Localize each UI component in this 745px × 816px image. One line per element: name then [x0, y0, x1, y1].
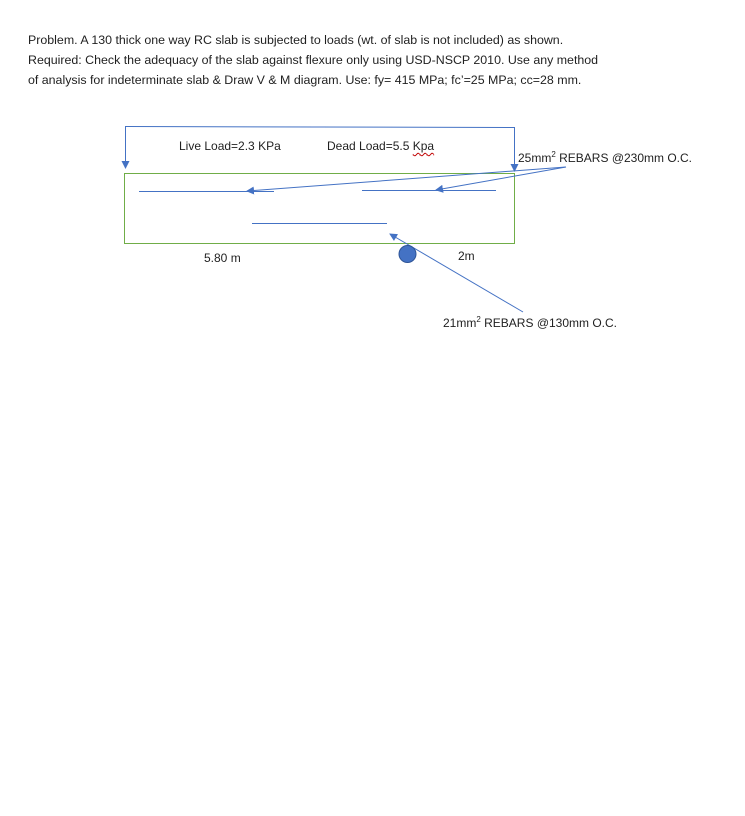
- top-rebar-leader-left: [247, 167, 566, 191]
- top-rebar-spacing: REBARS @230mm O.C.: [555, 151, 693, 165]
- slab-outline: [125, 174, 515, 244]
- problem-line-3: of analysis for indeterminate slab & Draw V & M diagram. Use: fy= 415 MPa; fc’=25 MPa; cc=28 mm.: [28, 73, 582, 87]
- top-rebar-superscript: 2: [551, 150, 556, 159]
- problem-line-2: Required: Check the adequacy of the slab against flexure only using USD-NSCP 2010. Use any method: [28, 53, 599, 67]
- bottom-rebar-superscript: 2: [476, 315, 481, 324]
- span-left-label: 5.80 m: [204, 251, 241, 265]
- dead-load-text: Dead Load=5.5: [327, 139, 413, 153]
- roller-support: [399, 246, 416, 263]
- top-rebar-leader-right: [436, 167, 566, 190]
- dead-load-label: [327, 139, 434, 153]
- load-top-line: [126, 127, 515, 128]
- live-load-label: Live Load=2.3 KPa: [179, 139, 281, 153]
- top-rebar-size: 25mm: [518, 151, 552, 165]
- bottom-rebar-size: 21mm: [443, 316, 477, 330]
- span-right-label: 2m: [458, 249, 475, 263]
- problem-line-1: Problem. A 130 thick one way RC slab is subjected to loads (wt. of slab is not included) as shown.: [28, 33, 564, 47]
- bottom-rebar-spacing: REBARS @130mm O.C.: [480, 316, 618, 330]
- top-rebar-label: [518, 150, 692, 165]
- dead-load-unit: Kpa: [412, 139, 435, 153]
- bottom-rebar-label: [443, 315, 617, 330]
